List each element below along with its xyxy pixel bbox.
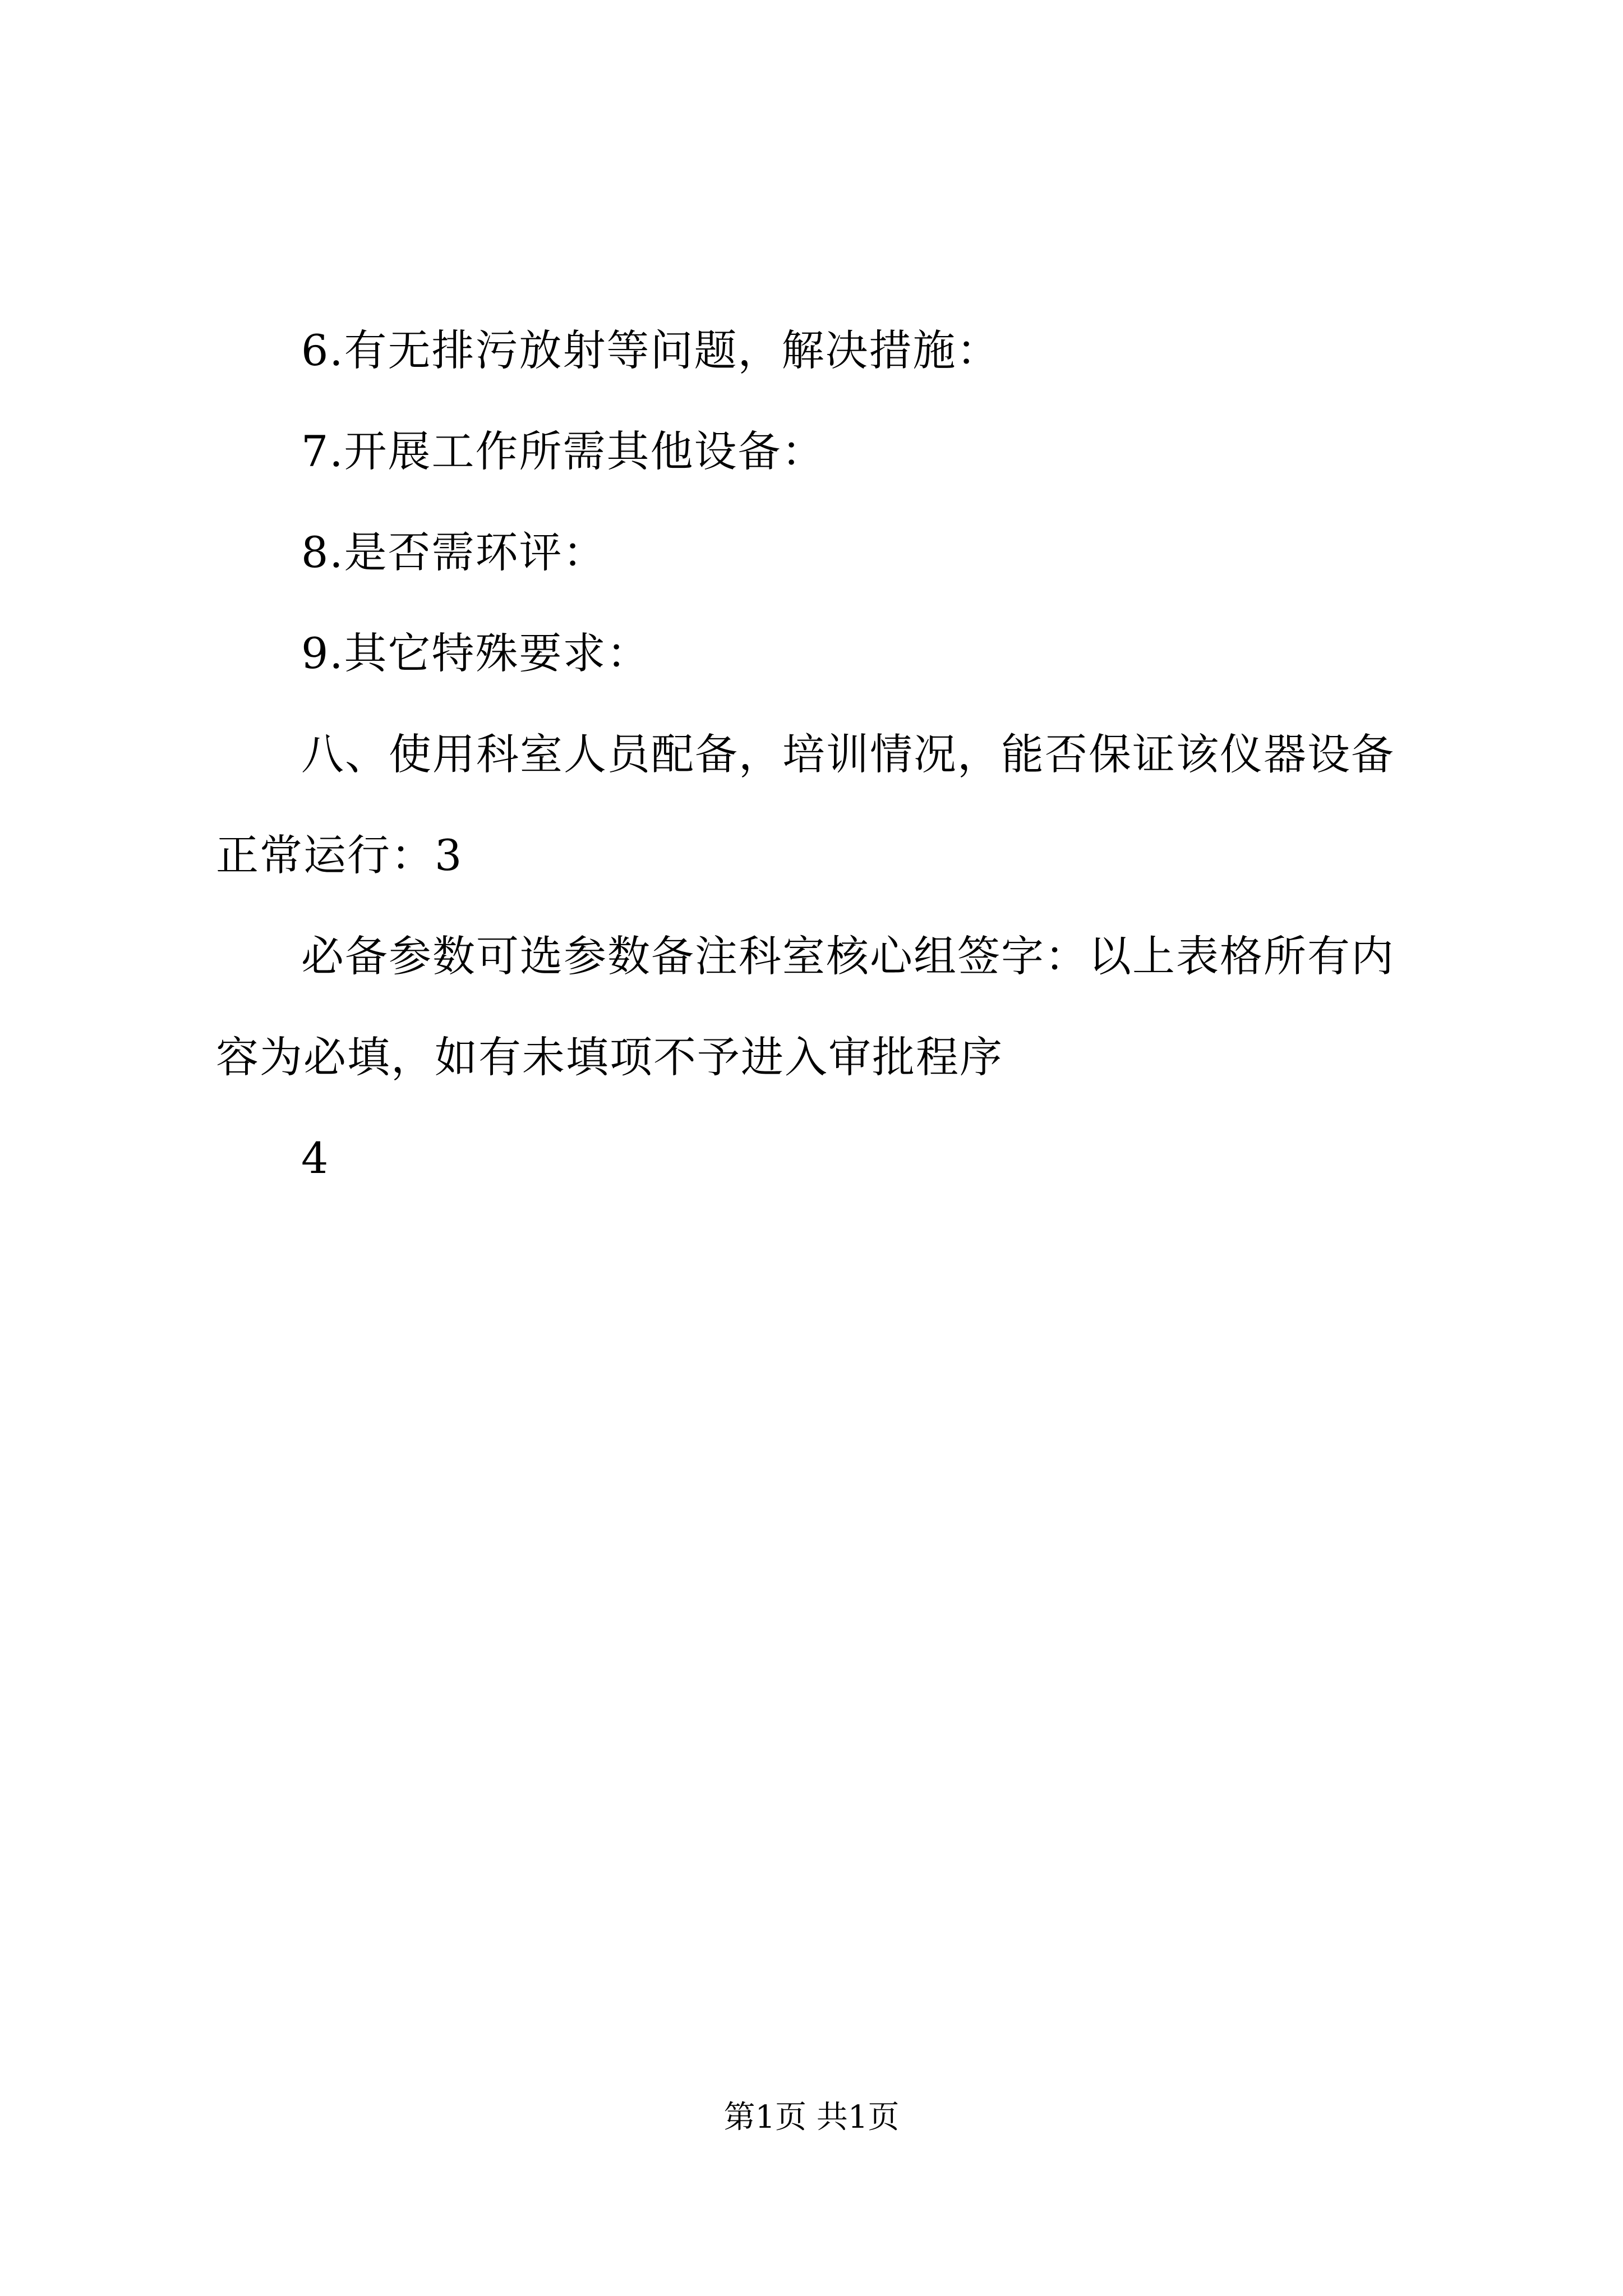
page-footer: 第1页 共1页 xyxy=(723,2099,900,2136)
paragraph-signature-note: 必备参数可选参数备注科室核心组签字：以上表格所有内容为必填，如有未填项不予进入审批程序 xyxy=(216,931,1395,1082)
paragraph-item-6: 6.有无排污放射等问题，解决措施： xyxy=(301,325,1000,375)
paragraph-item-9: 9.其它特殊要求： xyxy=(301,628,651,678)
paragraph-item-7: 7.开展工作所需其他设备： xyxy=(301,426,826,476)
document-body xyxy=(216,300,1427,1209)
paragraph-section-8: 八、使用科室人员配备，培训情况，能否保证该仪器设备正常运行：3 xyxy=(216,729,1395,880)
paragraph-number: 4 xyxy=(301,1133,330,1183)
paragraph-item-8: 8.是否需环评： xyxy=(301,527,607,577)
